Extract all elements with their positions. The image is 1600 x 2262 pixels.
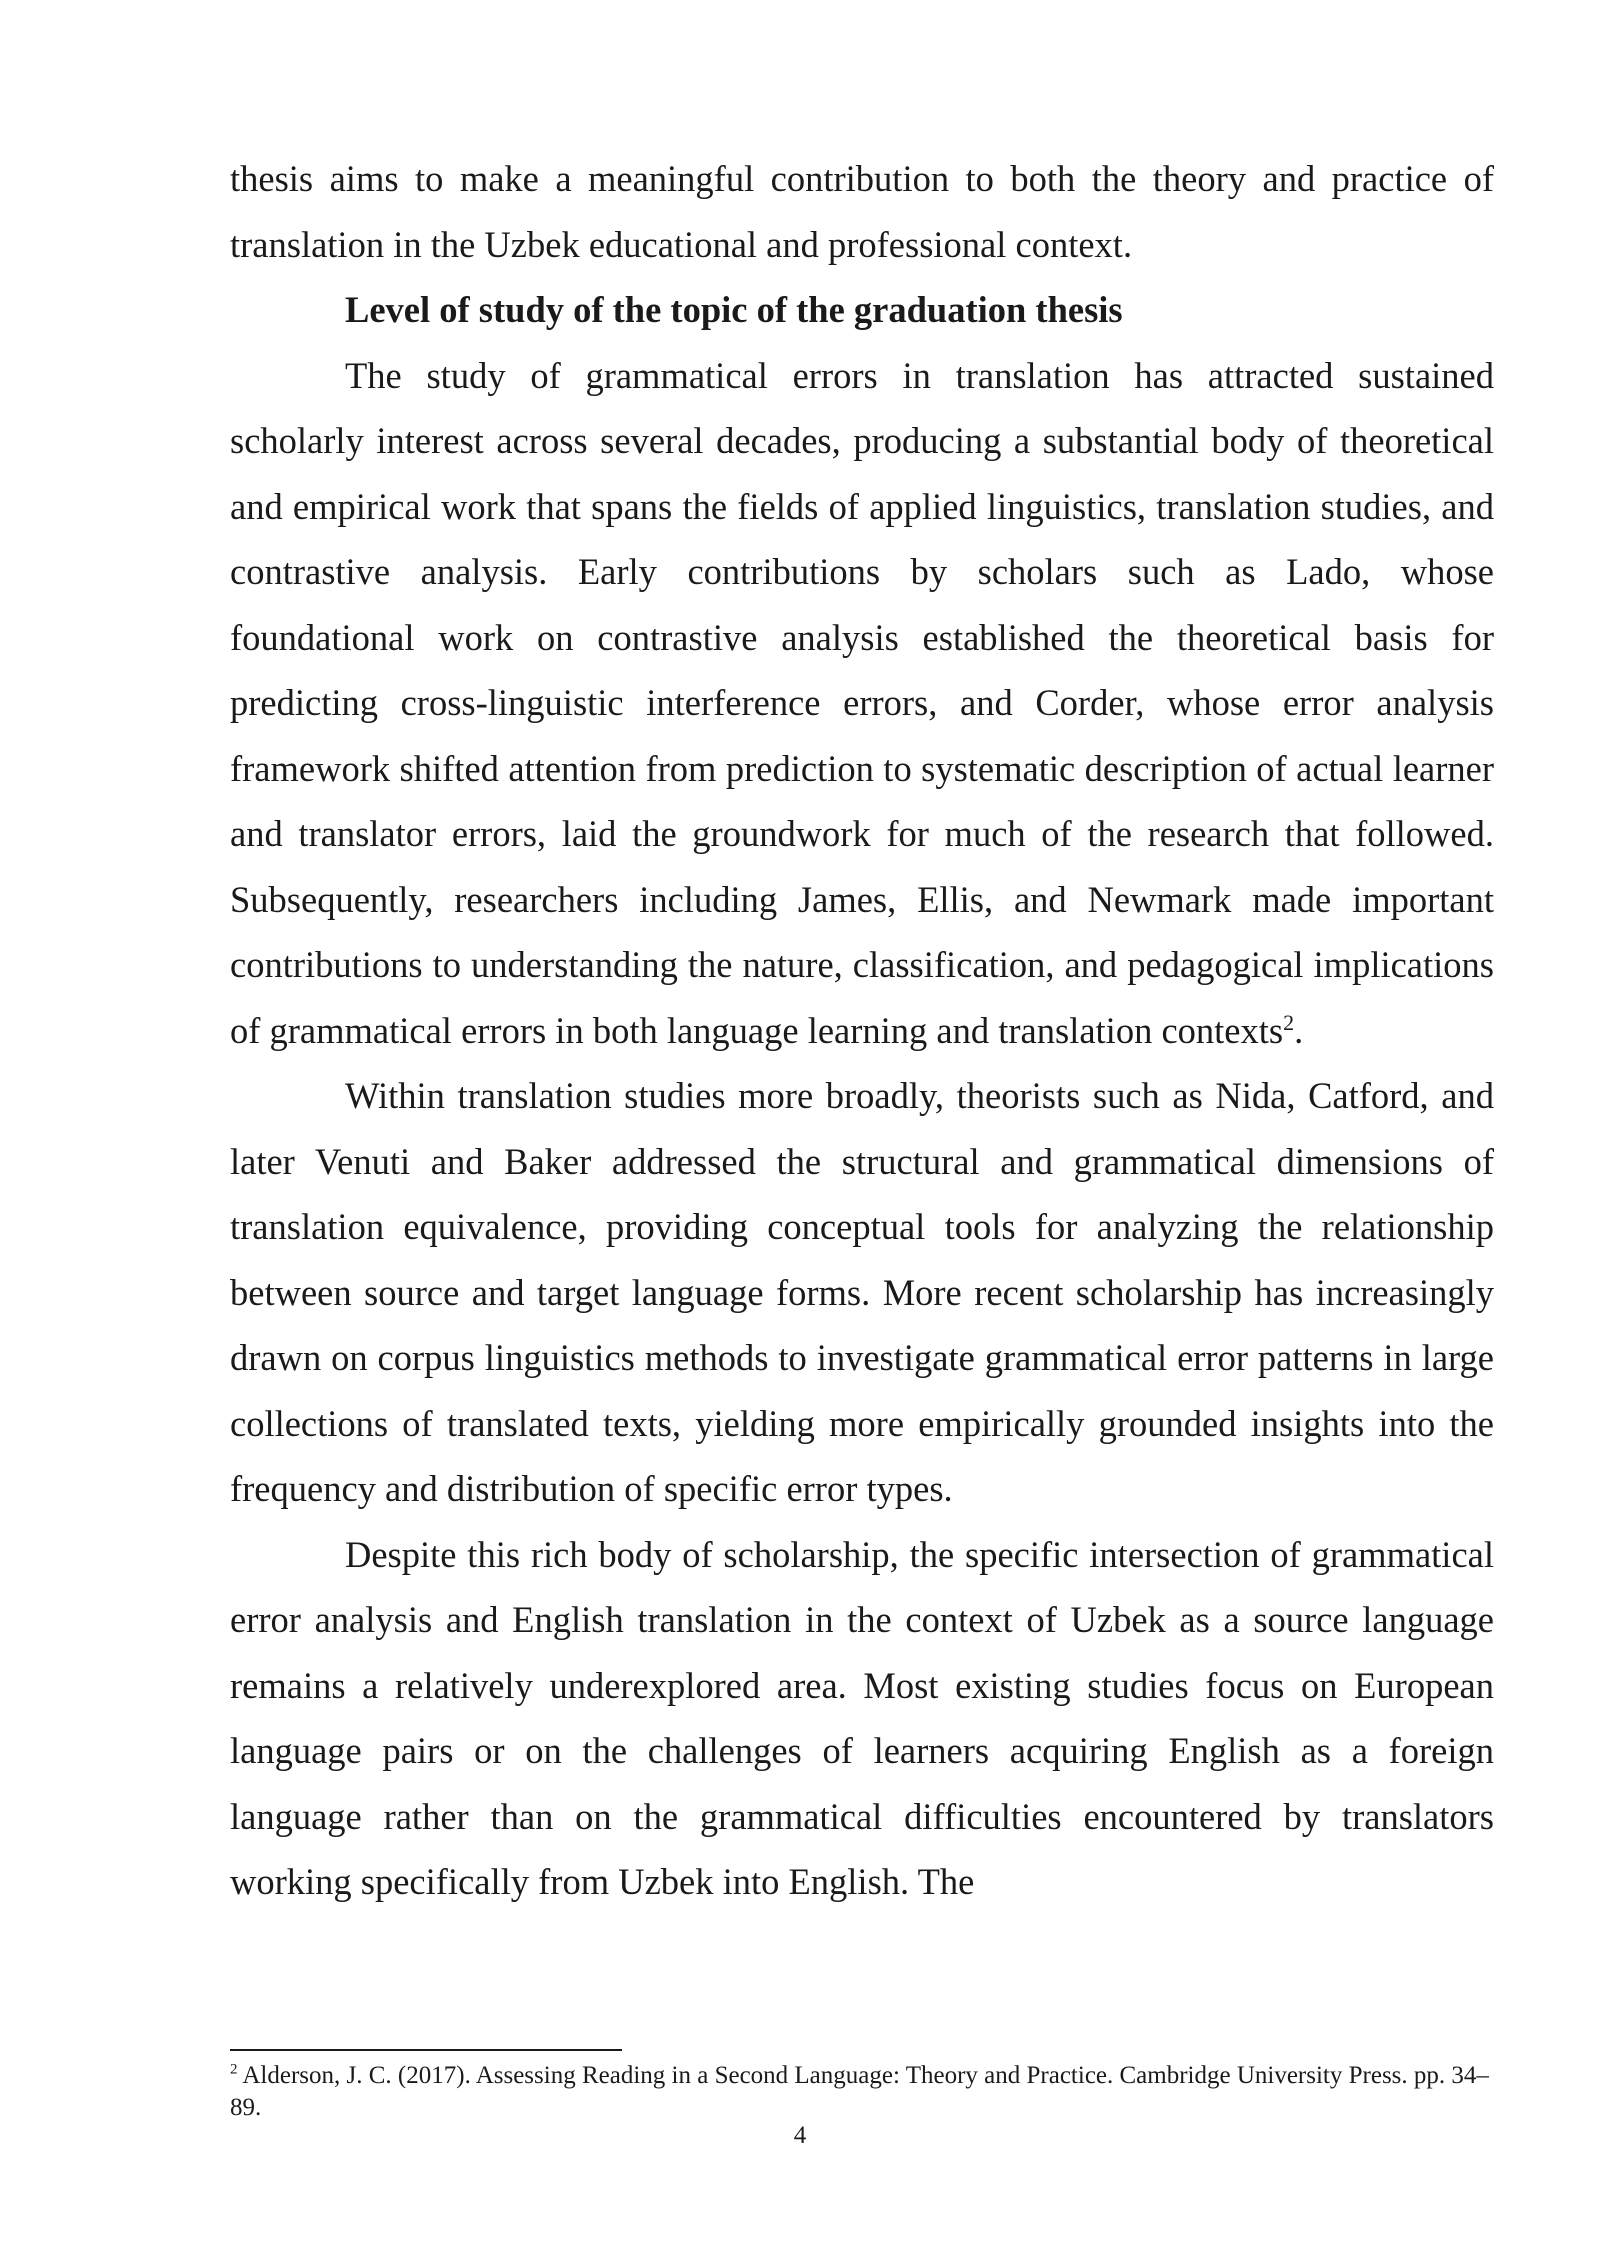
footnote-reference[interactable]: 2 [1283,1009,1295,1035]
opening-paragraph: thesis aims to make a meaningful contribution to both the theory and practice of translation in the Uzbek educational and professional context. [230,158,1494,265]
body-paragraph-2: Within translation studies more broadly, theorists such as Nida, Catford, and later Venuti and Baker addressed the structural and grammatical dimensions of translation equivalence, providing conceptual tools for analyzing the relationship between source and target language forms. More recent scholarship has increasingly drawn on corpus linguistics methods to investigate grammatical error patterns in large collections of translated texts, yielding more empirically grounded insights into the frequency and distribution of specific error types. [230,1075,1494,1509]
footnote-separator [230,2049,622,2051]
body-paragraph-3: Despite this rich body of scholarship, the specific intersection of grammatical error analysis and English translation in the context of Uzbek as a source language remains a relatively underexplored area. Most existing studies focus on European language pairs or on the challenges of learners acquiring English as a foreign language rather than on the grammatical difficulties encountered by translators working specifically from Uzbek into English. The [230,1533,1494,1902]
body-text [230,146,1494,1915]
body-paragraph-1-end: . [1294,1009,1304,1051]
page-number: 4 [793,2122,807,2149]
body-paragraph-1 [230,343,1494,1064]
footnote [230,2060,1494,2124]
body-paragraph-1-text: The study of grammatical errors in translation has attracted sustained scholarly interest across several decades, producing a substantial body of theoretical and empirical work that spans the fields of applied linguistics, translation studies, and contrastive analysis. Early contributions by scholars such as Lado, whose foundational work on contrastive analysis established the theoretical basis for predicting cross-linguistic interference errors, and Corder, whose error analysis framework shifted attention from prediction to systematic description of actual learner and translator errors, laid the groundwork for much of the research that followed. Subsequently, researchers including James, Ellis, and Newmark made important contributions to understanding the nature, classification, and pedagogical implications of grammatical errors in both language learning and translation contexts [230,354,1494,1051]
section-heading: Level of study of the topic of the graduation thesis [345,289,1123,330]
footnote-marker: 2 [230,2061,238,2078]
footnote-text: Alderson, J. C. (2017). Assessing Reading in a Second Language: Theory and Practice. Cambridge University Press. pp. 34–89. [230,2062,1489,2121]
